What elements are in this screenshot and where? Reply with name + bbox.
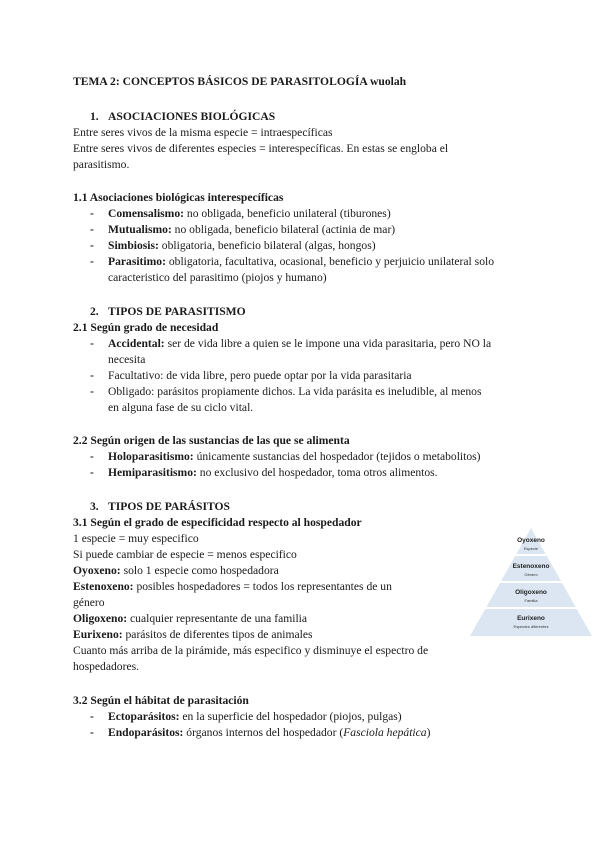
bullet-dash: - <box>90 239 94 252</box>
section-2-number: 2. <box>90 305 99 318</box>
section-1-heading: ASOCIACIONES BIOLÓGICAS <box>108 110 276 123</box>
section-2-heading: TIPOS DE PARASITISMO <box>108 305 246 318</box>
bullet-dash: - <box>90 207 94 220</box>
bullet-dash: - <box>90 466 94 479</box>
pyramid-svg <box>470 528 592 636</box>
pyramid-level-1-sub: Especie <box>523 546 539 551</box>
subsection-2-2-heading: 2.2 Según origen de las sustancias de las que se alimenta <box>73 434 350 447</box>
pyramid-level-3-sub: Familia <box>524 598 538 603</box>
subsection-1-1-heading: 1.1 Asociaciones biológicas interespecíficas <box>73 191 284 204</box>
list-item-holoparasitismo: Holoparasitismo: únicamente sustancias del hospedador (tejidos o metabolitos) <box>108 450 481 463</box>
section-3-number: 3. <box>90 500 99 513</box>
section-3-heading: TIPOS DE PARÁSITOS <box>108 500 230 513</box>
section-1-line1: Entre seres vivos de la misma especie = intraespecíficas <box>73 126 333 139</box>
pyramid-level-2-name: Estenoxeno <box>512 563 550 570</box>
section-1-number: 1. <box>90 110 99 123</box>
eurixeno-line: Eurixeno: parásitos de diferentes tipos de animales <box>73 628 313 641</box>
bullet-dash: - <box>90 726 94 739</box>
pyramid-note: Cuanto más arriba de la pirámide, más especifico y disminuye el espectro de <box>73 644 429 657</box>
list-item-comensalismo: Comensalismo: no obligada, beneficio unilateral (tiburones) <box>108 207 391 220</box>
pyramid-level-3-name: Oligoxeno <box>515 589 547 596</box>
estenoxeno-line-cont: género <box>73 596 105 609</box>
list-item-accidental: Accidental: ser de vida libre a quien se le impone una vida parasitaria, pero NO la <box>108 337 492 350</box>
oyoxeno-line: Oyoxeno: solo 1 especie como hospedadora <box>73 564 279 577</box>
list-item-mutualismo: Mutualismo: no obligada, beneficio bilateral (actinia de mar) <box>108 223 396 236</box>
list-item-endoparasitos: Endoparásitos: órganos internos del hospedador (Fasciola hepática) <box>108 726 431 739</box>
list-item-accidental-cont: necesita <box>108 353 146 366</box>
pyramid-level-1-name: Oyoxeno <box>517 537 545 544</box>
bullet-dash: - <box>90 710 94 723</box>
subsection-2-1-heading: 2.1 Según grado de necesidad <box>73 321 219 334</box>
list-item-parasitimo-cont: caracteristico del parasitimo (piojos y humano) <box>108 271 327 284</box>
list-item-facultativo: Facultativo: de vida libre, pero puede optar por la vida parasitaria <box>108 369 412 382</box>
bullet-dash: - <box>90 337 94 350</box>
document-title: TEMA 2: CONCEPTOS BÁSICOS DE PARASITOLOGÍA wuolah <box>73 75 407 88</box>
specificity-pyramid <box>470 528 592 636</box>
list-item-obligado-cont: en alguna fase de su ciclo vital. <box>108 401 254 414</box>
subsection-3-2-heading: 3.2 Según el hábitat de parasitación <box>73 694 249 707</box>
list-item-parasitimo: Parasitimo: obligatoria, facultativa, ocasional, beneficio y perjuicio unilateral solo <box>108 255 495 268</box>
list-item-obligado: Obligado: parásitos propiamente dichos. La vida parásita es ineludible, al menos <box>108 385 482 398</box>
section-1-line3: parasitismo. <box>73 158 130 171</box>
bullet-dash: - <box>90 369 94 382</box>
list-item-hemiparasitismo: Hemiparasitismo: no exclusivo del hospedador, toma otros alimentos. <box>108 466 438 479</box>
subsection-3-1-heading: 3.1 Según el grado de especificidad respecto al hospedador <box>73 516 362 529</box>
pyramid-level-4-sub: Especies diferentes <box>513 624 549 629</box>
estenoxeno-line: Estenoxeno: posibles hospedadores = todos los representantes de un <box>73 580 392 593</box>
pyramid-level-4-name: Eurixeno <box>517 615 545 622</box>
oligoxeno-line: Oligoxeno: cualquier representante de una familia <box>73 612 308 625</box>
specificity-line-1: 1 especie = muy especifico <box>73 532 199 545</box>
pyramid-level-2-sub: Género <box>524 572 538 577</box>
pyramid-note-cont: hospedadores. <box>73 660 140 673</box>
bullet-dash: - <box>90 450 94 463</box>
section-1-line2: Entre seres vivos de diferentes especies = interespecíficas. En estas se engloba el <box>73 142 449 155</box>
bullet-dash: - <box>90 255 94 268</box>
bullet-dash: - <box>90 385 94 398</box>
list-item-ectoparasitos: Ectoparásitos: en la superficie del hospedador (piojos, pulgas) <box>108 710 402 723</box>
list-item-simbiosis: Simbiosis: obligatoria, beneficio bilateral (algas, hongos) <box>108 239 376 252</box>
specificity-line-2: Si puede cambiar de especie = menos especifico <box>73 548 297 561</box>
bullet-dash: - <box>90 223 94 236</box>
